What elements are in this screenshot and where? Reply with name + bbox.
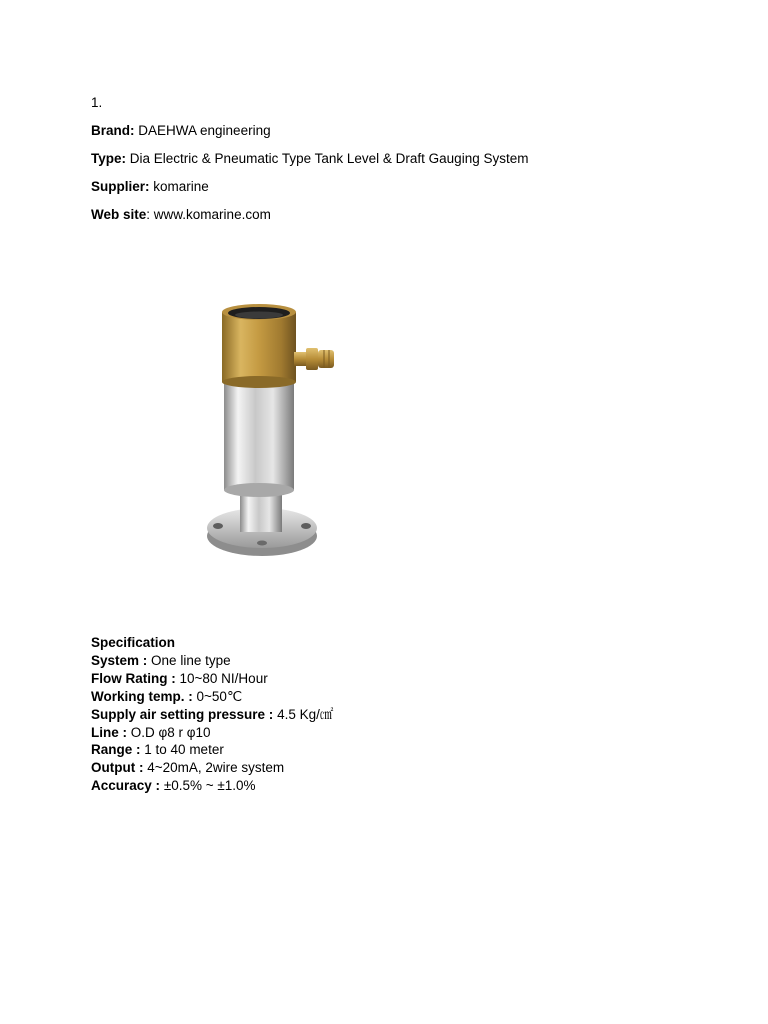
spec-value: 4.5 Kg/㎠ (277, 706, 334, 722)
specification-heading: Specification (91, 635, 176, 650)
spec-label: Working temp. : (91, 688, 193, 704)
sensor-body-bottom (224, 483, 294, 497)
brand-value: DAEHWA engineering (138, 123, 271, 138)
type-value: Dia Electric & Pneumatic Type Tank Level & Draft Gauging System (129, 151, 529, 166)
website-label: Web site (91, 207, 147, 222)
spec-label: Range : (91, 742, 141, 758)
supplier-label: Supplier: (91, 179, 150, 194)
spec-row-line (91, 724, 333, 742)
spec-value: 4~20mA, 2wire system (147, 760, 285, 776)
spec-label: Flow Rating : (91, 670, 176, 686)
spec-row-working-temp (91, 688, 333, 706)
brand-label: Brand: (91, 123, 135, 138)
spec-value: 1 to 40 meter (144, 742, 224, 758)
supplier-value: komarine (153, 179, 209, 194)
spec-row-system (91, 652, 333, 670)
spec-row-flow-rating (91, 670, 333, 688)
item-number: 1. (91, 95, 103, 110)
spec-row-output (91, 759, 333, 777)
spec-label: Accuracy : (91, 778, 161, 794)
spec-label: Line : (91, 724, 127, 740)
sensor-body (224, 378, 294, 490)
type-label: Type: (91, 151, 127, 166)
fitting-nut (306, 348, 318, 370)
website-separator: : (146, 207, 151, 222)
specification-block (91, 634, 333, 795)
flange-bolt-hole-left (213, 523, 223, 529)
spec-row-range (91, 741, 333, 759)
product-image (200, 300, 340, 565)
supplier-line (91, 179, 209, 195)
brass-head (222, 312, 296, 382)
spec-value: ±0.5% ~ ±1.0% (163, 778, 256, 794)
spec-value: 0~50℃ (196, 688, 243, 704)
type-line (91, 151, 528, 167)
website-value: www.komarine.com (153, 207, 271, 222)
brass-head-bottom (222, 376, 296, 388)
spec-value: 10~80 NI/Hour (179, 670, 268, 686)
spec-value: O.D φ8 r φ10 (130, 724, 211, 740)
spec-row-supply-air-pressure (91, 706, 333, 724)
website-line (91, 207, 271, 223)
fitting-stem (294, 352, 308, 366)
brand-line (91, 123, 271, 139)
flange-bolt-hole-front (257, 541, 267, 546)
spec-label: Supply air setting pressure : (91, 706, 274, 722)
spec-label: Output : (91, 760, 144, 776)
brass-head-inner (235, 312, 283, 319)
flange-bolt-hole-right (301, 523, 311, 529)
spec-label: System : (91, 652, 148, 668)
fitting-cap (318, 350, 334, 368)
spec-row-accuracy (91, 777, 333, 795)
spec-value: One line type (151, 652, 231, 668)
